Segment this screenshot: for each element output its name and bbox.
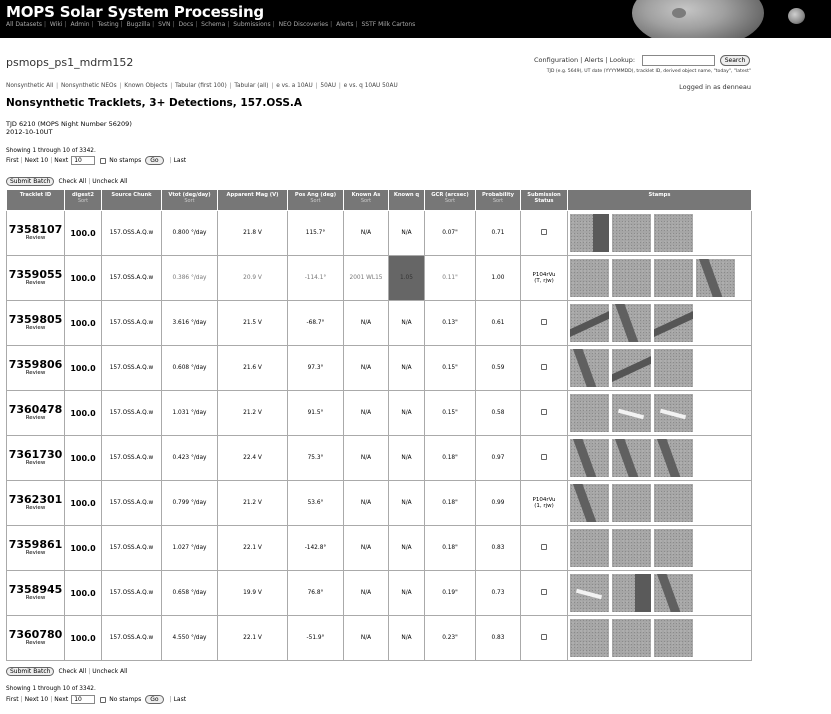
submission-status-cell (521, 436, 568, 481)
col-pos-ang[interactable]: Pos Ang (deg) Sort (288, 190, 344, 211)
known-q-cell: N/A (389, 211, 425, 256)
table-row (7, 481, 752, 526)
tracklet-id[interactable]: 7360780 (8, 628, 63, 641)
lookup-hint: TJD (e.g. 5649), UT date (YYYYMMDD), tracklet ID, derived object name, "today", "latest" (546, 69, 751, 74)
vtot-cell: 0.608 °/day (162, 346, 218, 391)
submission-status-text[interactable]: P104rVu (532, 496, 556, 503)
submission-status-cell (521, 391, 568, 436)
page-name: psmops_ps1_mdrm152 (6, 56, 134, 69)
subnav-known-objects[interactable]: Known Objects (124, 83, 168, 89)
apparent-mag-cell: 21.5 V (218, 301, 288, 346)
table-row (7, 211, 752, 256)
stamps-cell (568, 211, 752, 256)
gcr-cell: 0.13" (425, 301, 476, 346)
probability-cell: 0.97 (476, 436, 521, 481)
stamp-thumbnail[interactable] (654, 619, 693, 657)
stamp-thumbnail[interactable] (570, 304, 609, 342)
tracklet-id[interactable]: 7360478 (8, 403, 63, 416)
subnav: Nonsynthetic All | Nonsynthetic NEOs | Known Objects | Tabular (first 100) | Tabular (all) | e vs. a 10AU | 50AU | e vs. q 10AU 50AU (6, 83, 398, 89)
stamps-cell (568, 616, 752, 661)
stamp-thumbnail[interactable] (570, 574, 609, 612)
known-q-cell: N/A (389, 436, 425, 481)
banner-nav: All Datasets | Wiki | Admin | Testing | Bugzilla | SVN | Docs | Schema | Submissions | NEO Discoveries | Alerts | SSTF Milk Cartons (6, 21, 416, 28)
last-link-bottom[interactable]: Last (173, 696, 187, 703)
gcr-cell: 0.23" (425, 616, 476, 661)
review-link[interactable]: Review (25, 325, 46, 331)
tracklet-id[interactable]: 7361730 (8, 448, 63, 461)
submission-status-cell (521, 211, 568, 256)
vtot-cell: 1.027 °/day (162, 526, 218, 571)
digest2-cell: 100.0 (65, 436, 102, 481)
gcr-cell: 0.18" (425, 526, 476, 571)
tracklet-id[interactable]: 7359806 (8, 358, 63, 371)
tjd-info: TJD 6210 (MOPS Night Number 56209) (6, 120, 132, 128)
tracklet-id[interactable]: 7359861 (8, 538, 63, 551)
apparent-mag-cell: 21.2 V (218, 481, 288, 526)
stamp-thumbnail[interactable] (570, 439, 609, 477)
stamp-thumbnail[interactable] (654, 394, 693, 432)
table-row (7, 526, 752, 571)
col-known-q[interactable]: Known q (389, 190, 425, 211)
digest2-cell: 100.0 (65, 391, 102, 436)
nav-submissions[interactable]: Submissions (233, 21, 271, 28)
stamp-thumbnail[interactable] (612, 259, 651, 297)
tracklet-id[interactable]: 7362301 (8, 493, 63, 506)
subnav-tabular-first-100[interactable]: Tabular (first 100) (175, 83, 227, 89)
tracklet-id[interactable]: 7358945 (8, 583, 63, 596)
table-row (7, 391, 752, 436)
stamps-cell (568, 346, 752, 391)
review-link[interactable]: Review (25, 550, 46, 556)
stamp-thumbnail[interactable] (570, 619, 609, 657)
date-info: 2012-10-10UT (6, 128, 53, 136)
digest2-cell: 100.0 (65, 571, 102, 616)
probability-cell: 0.71 (476, 211, 521, 256)
pos-ang-cell: -51.9° (288, 616, 344, 661)
vtot-cell: 4.550 °/day (162, 616, 218, 661)
known-q-cell: N/A (389, 301, 425, 346)
submit-checkbox[interactable] (541, 364, 547, 370)
submit-checkbox[interactable] (541, 544, 547, 550)
search-button[interactable]: Search (720, 55, 750, 66)
source-chunk-cell: 157.OSS.A.Q.w (102, 616, 162, 661)
source-chunk-cell: 157.OSS.A.Q.w (102, 301, 162, 346)
tracklet-id-cell (7, 391, 65, 436)
vtot-cell: 0.800 °/day (162, 211, 218, 256)
review-link[interactable]: Review (25, 235, 46, 241)
col-known-as[interactable]: Known As Sort (344, 190, 389, 211)
site-banner (0, 0, 831, 38)
tracklet-id-cell (7, 481, 65, 526)
submit-checkbox[interactable] (541, 319, 547, 325)
go-button[interactable]: Go (145, 156, 163, 165)
submission-status-cell (521, 481, 568, 526)
nav-admin[interactable]: Admin (70, 21, 90, 28)
review-link[interactable]: Review (25, 415, 46, 421)
apparent-mag-cell: 22.1 V (218, 616, 288, 661)
pos-ang-cell: 53.6° (288, 481, 344, 526)
stamp-thumbnail[interactable] (612, 574, 651, 612)
gcr-cell: 0.07" (425, 211, 476, 256)
tracklet-id-cell (7, 616, 65, 661)
tracklet-id-cell (7, 526, 65, 571)
col-vtot[interactable]: Vtot (deg/day) Sort (162, 190, 218, 211)
known-as-cell: N/A (344, 616, 389, 661)
submission-status-cell (521, 346, 568, 391)
stamp-thumbnail[interactable] (612, 439, 651, 477)
known-as-cell: N/A (344, 571, 389, 616)
nav-all-datasets[interactable]: All Datasets (6, 21, 42, 28)
stamps-cell (568, 481, 752, 526)
digest2-cell: 100.0 (65, 481, 102, 526)
no-stamps-checkbox[interactable] (100, 158, 106, 164)
probability-cell: 0.83 (476, 616, 521, 661)
review-link[interactable]: Review (25, 640, 46, 646)
nav-testing[interactable]: Testing (97, 21, 119, 28)
subnav-nonsynthetic-all[interactable]: Nonsynthetic All (6, 83, 54, 89)
site-title: MOPS Solar System Processing (6, 3, 264, 21)
review-link[interactable]: Review (25, 595, 46, 601)
tracklet-id-cell (7, 301, 65, 346)
source-chunk-cell: 157.OSS.A.Q.w (102, 436, 162, 481)
page-title: Nonsynthetic Tracklets, 3+ Detections, 157.OSS.A (6, 97, 303, 109)
known-q-cell: N/A (389, 571, 425, 616)
known-q-cell: N/A (389, 481, 425, 526)
stamp-thumbnail[interactable] (654, 304, 693, 342)
apparent-mag-cell: 22.1 V (218, 526, 288, 571)
subnav-e-vs-a-10au[interactable]: e vs. a 10AU (276, 83, 313, 89)
digest2-cell: 100.0 (65, 256, 102, 301)
subnav-e-vs-q[interactable]: e vs. q 10AU 50AU (343, 83, 398, 89)
pos-ang-cell: 76.8° (288, 571, 344, 616)
gcr-cell: 0.18" (425, 436, 476, 481)
next10-link-bottom[interactable]: Next 10 (24, 696, 49, 703)
table-header-row (7, 190, 752, 211)
apparent-mag-cell: 21.8 V (218, 211, 288, 256)
submission-status-cell (521, 256, 568, 301)
stamps-cell (568, 526, 752, 571)
col-tracklet-id[interactable]: Tracklet ID (7, 190, 65, 211)
subnav-tabular-all[interactable]: Tabular (all) (234, 83, 269, 89)
pager-bottom: First | Next 10 | Next 10 No stamps Go | Last (6, 696, 187, 703)
tracklet-id-cell (7, 256, 65, 301)
tracklet-id[interactable]: 7358107 (8, 223, 63, 236)
probability-cell: 0.99 (476, 481, 521, 526)
vtot-cell: 3.616 °/day (162, 301, 218, 346)
source-chunk-cell: 157.OSS.A.Q.w (102, 211, 162, 256)
digest2-cell: 100.0 (65, 301, 102, 346)
known-q-cell: N/A (389, 616, 425, 661)
submission-status-cell (521, 526, 568, 571)
known-as-cell: N/A (344, 481, 389, 526)
known-as-cell: N/A (344, 211, 389, 256)
pos-ang-cell: -114.1° (288, 256, 344, 301)
col-gcr[interactable]: GCR (arcsec) Sort (425, 190, 476, 211)
next10-link[interactable]: Next 10 (24, 157, 49, 164)
submission-status-cell (521, 571, 568, 616)
submit-checkbox[interactable] (541, 589, 547, 595)
gcr-cell: 0.19" (425, 571, 476, 616)
table-row (7, 436, 752, 481)
vtot-cell: 0.386 °/day (162, 256, 218, 301)
stamp-thumbnail[interactable] (654, 574, 693, 612)
vtot-cell: 0.423 °/day (162, 436, 218, 481)
first-link[interactable]: First (6, 157, 19, 164)
gcr-cell: 0.15" (425, 346, 476, 391)
batch-controls-top: Submit Batch Check All | Uncheck All (6, 177, 127, 186)
gcr-cell: 0.11" (425, 256, 476, 301)
first-link-bottom[interactable]: First (6, 696, 19, 703)
nav-svn[interactable]: SVN (158, 21, 171, 28)
asteroid-small-image (788, 8, 805, 24)
go-button-bottom[interactable]: Go (145, 695, 163, 704)
probability-cell: 0.59 (476, 346, 521, 391)
subnav-e-vs-a-50au[interactable]: 50AU (320, 83, 336, 89)
table-row (7, 571, 752, 616)
col-digest2[interactable]: digest2 Sort (65, 190, 102, 211)
probability-cell: 0.61 (476, 301, 521, 346)
pos-ang-cell: -68.7° (288, 301, 344, 346)
apparent-mag-cell: 20.9 V (218, 256, 288, 301)
submit-batch-button-bottom[interactable]: Submit Batch (6, 667, 54, 676)
col-source-chunk[interactable]: Source Chunk (102, 190, 162, 211)
tracklet-id[interactable]: 7359055 (8, 268, 63, 281)
stamp-thumbnail[interactable] (612, 529, 651, 567)
stamp-thumbnail[interactable] (570, 214, 609, 252)
configuration-link[interactable]: Configuration (534, 56, 579, 64)
pos-ang-cell: -142.8° (288, 526, 344, 571)
showing-count-top: Showing 1 through 10 of 3342. (6, 148, 96, 154)
vtot-cell: 1.031 °/day (162, 391, 218, 436)
alerts-link[interactable]: Alerts (584, 56, 604, 64)
source-chunk-cell: 157.OSS.A.Q.w (102, 256, 162, 301)
tracklet-id-cell (7, 346, 65, 391)
pos-ang-cell: 75.3° (288, 436, 344, 481)
known-as-cell: N/A (344, 526, 389, 571)
stamp-thumbnail[interactable] (612, 619, 651, 657)
lookup-label: Lookup: (609, 56, 636, 64)
source-chunk-cell: 157.OSS.A.Q.w (102, 481, 162, 526)
stamp-thumbnail[interactable] (570, 484, 609, 522)
submit-batch-button[interactable]: Submit Batch (6, 177, 54, 186)
review-link[interactable]: Review (25, 460, 46, 466)
check-all-link[interactable]: Check All (58, 178, 87, 185)
known-as-cell: 2001 WL15 (344, 256, 389, 301)
probability-cell: 0.58 (476, 391, 521, 436)
probability-cell: 0.83 (476, 526, 521, 571)
digest2-cell: 100.0 (65, 211, 102, 256)
stamp-thumbnail[interactable] (612, 214, 651, 252)
known-as-cell: N/A (344, 391, 389, 436)
tracklet-id-cell (7, 571, 65, 616)
gcr-cell: 0.18" (425, 481, 476, 526)
known-as-cell: N/A (344, 301, 389, 346)
probability-cell: 0.73 (476, 571, 521, 616)
stamp-thumbnail[interactable] (654, 214, 693, 252)
table-row (7, 301, 752, 346)
stamp-thumbnail[interactable] (570, 529, 609, 567)
review-link[interactable]: Review (25, 280, 46, 286)
stamp-thumbnail[interactable] (570, 349, 609, 387)
uncheck-all-link[interactable]: Uncheck All (92, 178, 128, 185)
nav-wiki[interactable]: Wiki (49, 21, 63, 28)
submit-checkbox[interactable] (541, 229, 547, 235)
batch-controls-bottom: Submit Batch Check All | Uncheck All (6, 667, 127, 676)
table-row (7, 346, 752, 391)
stamps-cell (568, 571, 752, 616)
tracklet-id-cell (7, 211, 65, 256)
apparent-mag-cell: 19.9 V (218, 571, 288, 616)
nav-sstf-milk-cartons[interactable]: SSTF Milk Cartons (361, 21, 416, 28)
digest2-cell: 100.0 (65, 616, 102, 661)
stamps-cell (568, 301, 752, 346)
page-size-input-bottom[interactable]: 10 (71, 695, 95, 704)
col-submission-status: Submission Status (521, 190, 568, 211)
submission-status-detail: (1, rjw) (534, 503, 554, 509)
vtot-cell: 0.658 °/day (162, 571, 218, 616)
nav-neo-discoveries[interactable]: NEO Discoveries (278, 21, 329, 28)
known-q-cell: N/A (389, 526, 425, 571)
vtot-cell: 0.799 °/day (162, 481, 218, 526)
top-links: Configuration | Alerts | Lookup: (534, 56, 636, 64)
next-link[interactable]: Next (54, 157, 69, 164)
apparent-mag-cell: 21.6 V (218, 346, 288, 391)
review-link[interactable]: Review (25, 370, 46, 376)
tracklets-table (6, 189, 752, 661)
digest2-cell: 100.0 (65, 346, 102, 391)
source-chunk-cell: 157.OSS.A.Q.w (102, 346, 162, 391)
known-q-cell: N/A (389, 391, 425, 436)
stamp-thumbnail[interactable] (612, 484, 651, 522)
stamp-thumbnail[interactable] (612, 304, 651, 342)
showing-count-bottom: Showing 1 through 10 of 3342. (6, 686, 96, 692)
nav-docs[interactable]: Docs (178, 21, 194, 28)
digest2-cell: 100.0 (65, 526, 102, 571)
submit-checkbox[interactable] (541, 634, 547, 640)
known-as-cell: N/A (344, 346, 389, 391)
stamps-cell (568, 256, 752, 301)
submission-status-detail: (T, rjw) (534, 278, 554, 284)
nav-bugzilla[interactable]: Bugzilla (126, 21, 151, 28)
submission-status-text[interactable]: P104rVu (532, 271, 556, 278)
col-probability[interactable]: Probability Sort (476, 190, 521, 211)
gcr-cell: 0.15" (425, 391, 476, 436)
submission-status-cell (521, 301, 568, 346)
review-link[interactable]: Review (25, 505, 46, 511)
stamp-thumbnail[interactable] (612, 394, 651, 432)
nav-schema[interactable]: Schema (201, 21, 226, 28)
asteroid-image (632, 0, 764, 38)
pos-ang-cell: 115.7° (288, 211, 344, 256)
source-chunk-cell: 157.OSS.A.Q.w (102, 571, 162, 616)
stamps-cell (568, 391, 752, 436)
pos-ang-cell: 91.5° (288, 391, 344, 436)
pager-top: First | Next 10 | Next 10 No stamps Go | Last (6, 157, 187, 164)
stamp-thumbnail[interactable] (570, 394, 609, 432)
stamp-thumbnail[interactable] (654, 529, 693, 567)
nav-alerts[interactable]: Alerts (336, 21, 354, 28)
submit-checkbox[interactable] (541, 409, 547, 415)
check-all-link-bottom[interactable]: Check All (58, 668, 87, 675)
col-apparent-mag[interactable]: Apparent Mag (V) (218, 190, 288, 211)
table-row (7, 616, 752, 661)
stamp-thumbnail[interactable] (654, 439, 693, 477)
stamp-thumbnail[interactable] (654, 259, 693, 297)
tracklet-id-cell (7, 436, 65, 481)
stamp-thumbnail[interactable] (654, 349, 693, 387)
last-link[interactable]: Last (173, 157, 187, 164)
logged-in-status: Logged in as denneau (679, 83, 751, 91)
source-chunk-cell: 157.OSS.A.Q.w (102, 391, 162, 436)
no-stamps-checkbox-bottom[interactable] (100, 697, 106, 703)
no-stamps-label-bottom: No stamps (109, 696, 142, 703)
next-link-bottom[interactable]: Next (54, 696, 69, 703)
page-size-input[interactable]: 10 (71, 156, 95, 165)
subnav-nonsynthetic-neos[interactable]: Nonsynthetic NEOs (60, 83, 117, 89)
uncheck-all-link-bottom[interactable]: Uncheck All (92, 668, 128, 675)
known-as-cell: N/A (344, 436, 389, 481)
apparent-mag-cell: 21.2 V (218, 391, 288, 436)
probability-cell: 1.00 (476, 256, 521, 301)
lookup-input[interactable] (642, 55, 715, 66)
stamp-thumbnail[interactable] (612, 349, 651, 387)
stamp-thumbnail[interactable] (570, 259, 609, 297)
table-row (7, 256, 752, 301)
known-q-cell: N/A (389, 346, 425, 391)
stamp-thumbnail[interactable] (696, 259, 735, 297)
stamp-thumbnail[interactable] (654, 484, 693, 522)
no-stamps-label: No stamps (109, 157, 142, 164)
apparent-mag-cell: 22.4 V (218, 436, 288, 481)
tracklet-id[interactable]: 7359805 (8, 313, 63, 326)
submit-checkbox[interactable] (541, 454, 547, 460)
pos-ang-cell: 97.3° (288, 346, 344, 391)
col-stamps: Stamps (568, 190, 752, 211)
submission-status-cell (521, 616, 568, 661)
known-q-cell: 1.05 (389, 256, 425, 301)
source-chunk-cell: 157.OSS.A.Q.w (102, 526, 162, 571)
stamps-cell (568, 436, 752, 481)
